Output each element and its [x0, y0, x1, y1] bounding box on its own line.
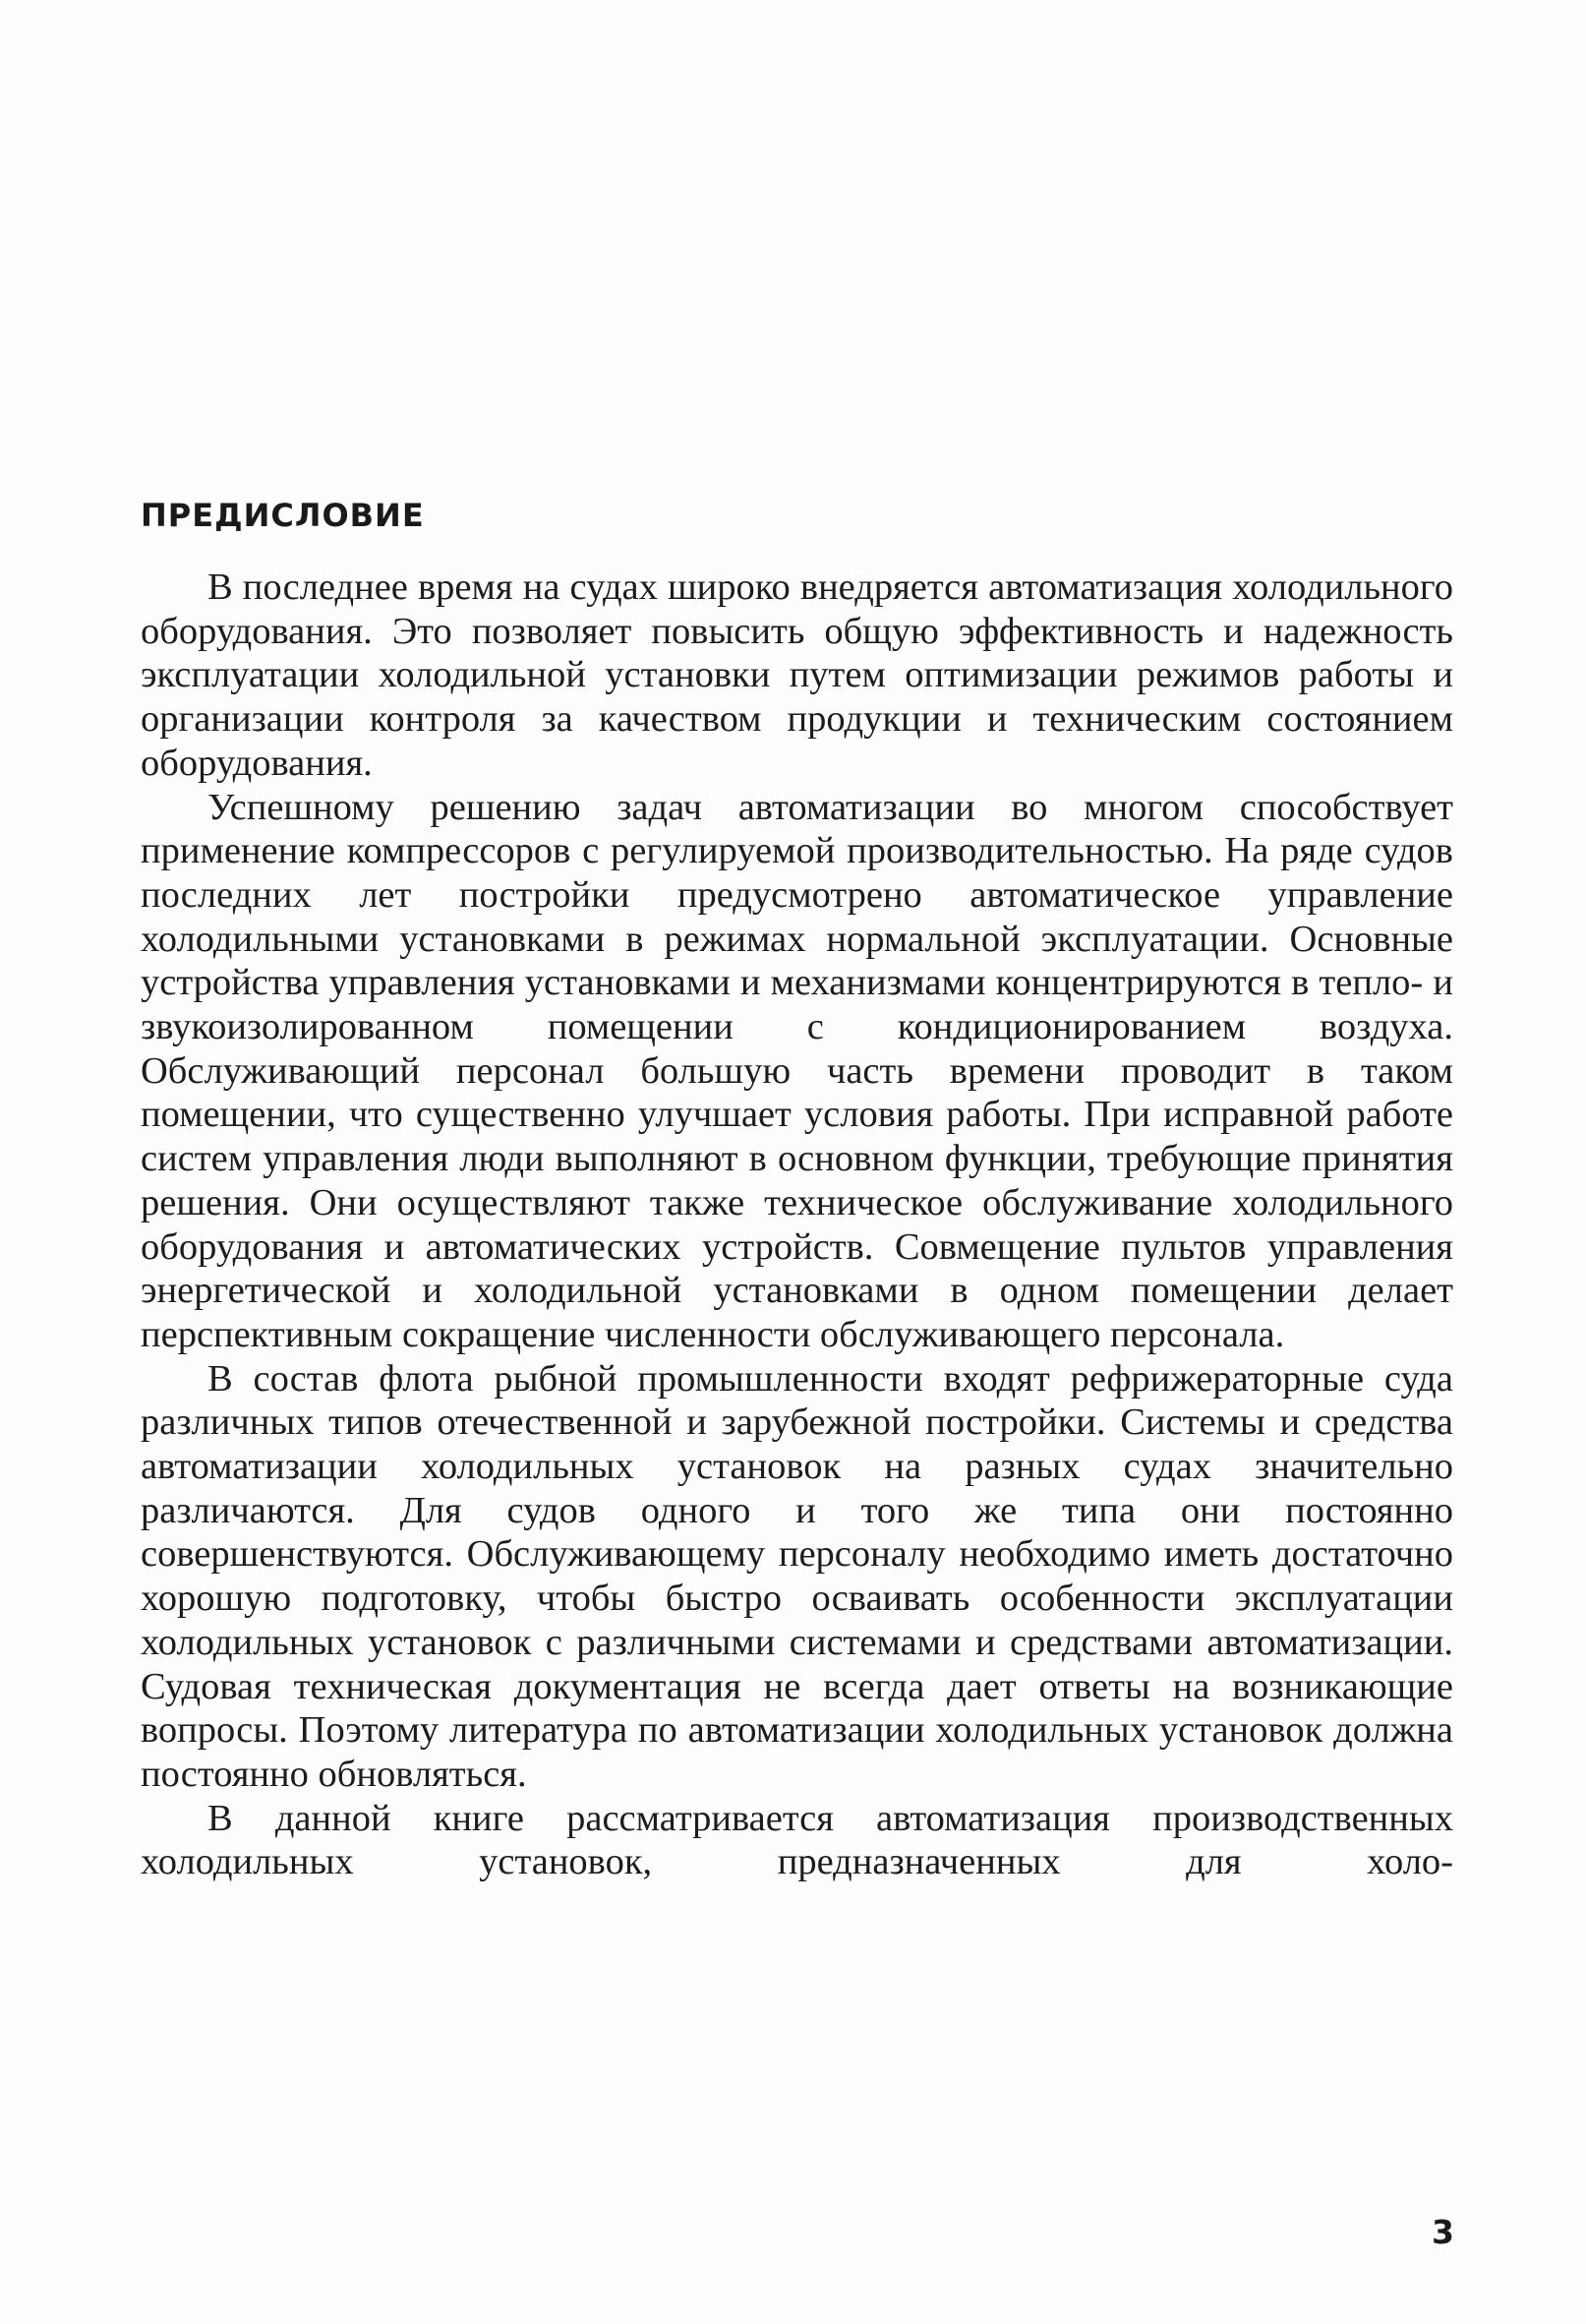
paragraph: В данной книге рассматривается автоматизация производственных холодильных установок, предназначенных для холо- [141, 1797, 1453, 1883]
paragraph: Успешному решению задач автоматизации во многом способствует применение компрессоров с регулируемой производительностью. На ряде судов последних лет постройки предусмотрено автоматическое управление холодильными установками в режимах нормальной эксплуатации. Основные устройства управления установками и механизмами концентрируются в тепло- и звукоизолированном помещении с кондиционированием воздуха. Обслуживающий персонал большую часть времени проводит в таком помещении, что существенно улучшает условия работы. При исправной работе систем управления люди выполняют в основном функции, требующие принятия решения. Они осуществляют также техническое обслуживание холодильного оборудования и автоматических устройств. Совмещение пультов управления энергетической и холодильной установками в одном помещении делает перспективным сокращение численности обслуживающего персонала. [141, 786, 1453, 1355]
page-number: 3 [1432, 2213, 1454, 2251]
paragraph: В состав флота рыбной промышленности входят рефрижераторные суда различных типов отечественной и зарубежной постройки. Системы и средства автоматизации холодильных установок на разных судах значительно различаются. Для судов одного и того же типа они постоянно совершенствуются. Обслуживающему персоналу необходимо иметь достаточно хорошую подготовку, чтобы быстро осваивать особенности эксплуатации холодильных установок с различными системами и средствами автоматизации. Судовая техническая документация не всегда дает ответы на возникающие вопросы. Поэтому литература по автоматизации холодильных установок должна постоянно обновляться. [141, 1357, 1453, 1795]
page-heading: ПРЕДИСЛОВИЕ [141, 497, 425, 534]
body-text [141, 566, 1453, 1884]
paragraph: В последнее время на судах широко внедряется автоматизация холодильного оборудования. Это позволяет повысить общую эффективность и надежность эксплуатации холодильной установки путем оптимизации режимов работы и организации контроля за качеством продукции и техническим состоянием оборудования. [141, 566, 1453, 784]
